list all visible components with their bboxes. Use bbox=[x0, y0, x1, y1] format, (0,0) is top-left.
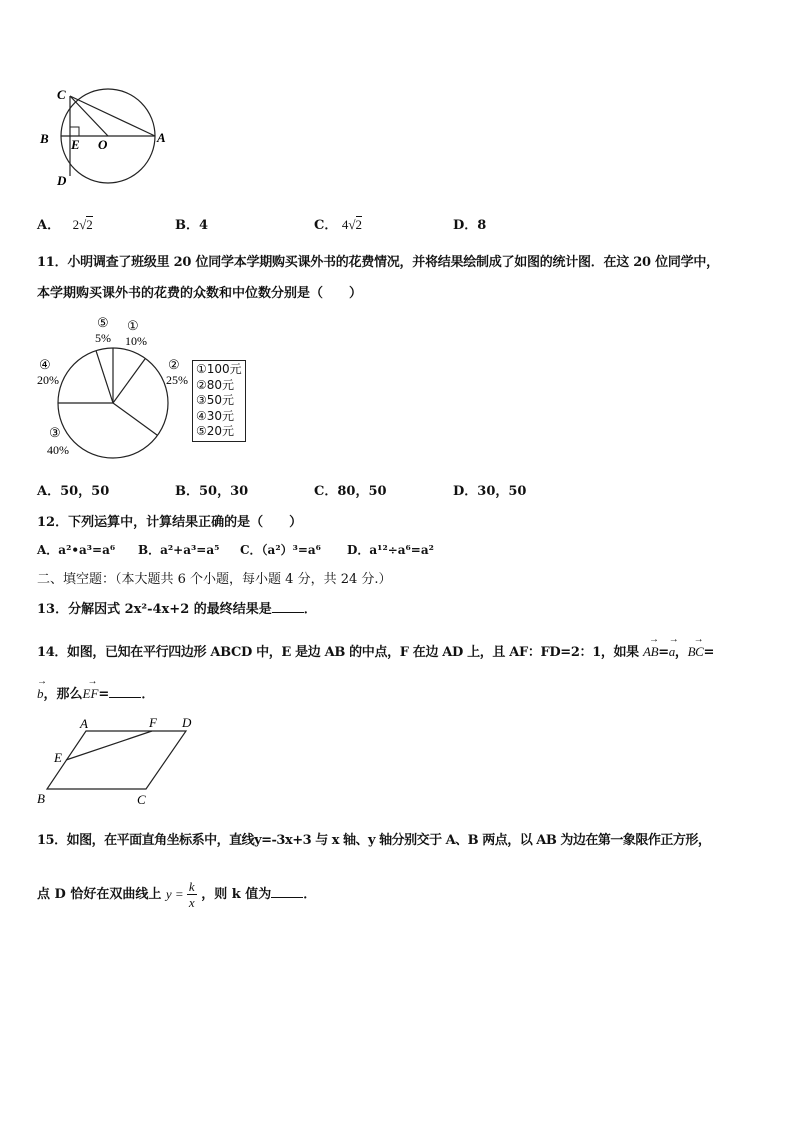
vector-arrow-icon: → bbox=[37, 676, 47, 687]
fraction bbox=[187, 879, 197, 910]
answer-blank bbox=[272, 612, 304, 613]
legend-item-4: ④30元 bbox=[196, 408, 235, 423]
segment-ef bbox=[66, 731, 152, 760]
q10-option-b: B．4 bbox=[175, 218, 209, 233]
q14-stem-line1: 14．如图，已知在平行四边形 ABCD 中，E 是边 AB 的中点，F 在边 AD 上，且 AF：FD=2：1，如果 → AB= → a， → BC= bbox=[37, 634, 715, 660]
section-fill-in-heading: 二、填空题：（本大题共 6 个小题，每小题 4 分，共 24 分.） bbox=[37, 572, 392, 587]
sqrt-sign: √ bbox=[348, 217, 356, 232]
radicand: 2 bbox=[355, 217, 363, 232]
vector-ef: → EF bbox=[82, 676, 99, 701]
legend-item-2: ②80元 bbox=[196, 377, 235, 392]
sqrt-sign: √ bbox=[79, 217, 87, 232]
pie-label-5-mark: ⑤ bbox=[97, 315, 109, 330]
pie-label-1-percent: 10% bbox=[125, 334, 147, 348]
chord-ca bbox=[70, 96, 155, 136]
q15-stem-line2: 点 D 恰好在双曲线上 y = $\frac{k}{x}$ ，则 k 值为 ． bbox=[37, 879, 317, 910]
q10-option-c: C． 4√2 bbox=[314, 217, 363, 233]
pie-slice-boundary-5 bbox=[96, 351, 113, 403]
pie-label-5-percent: 5% bbox=[95, 331, 111, 345]
vector-ab: → AB bbox=[643, 634, 659, 659]
q12-option-b: B．a²+a³=a⁵ bbox=[138, 543, 220, 557]
q11-stem-line1: 11．小明调查了班级里 20 位同学本学期购买课外书的花费情况，并将结果绘制成了如图的统计图．在这 20 位同学中， bbox=[37, 255, 719, 270]
vector-arrow-icon: → bbox=[87, 676, 98, 687]
q11-pie-legend bbox=[192, 360, 246, 442]
q10-option-d: D．8 bbox=[453, 218, 487, 233]
q10-circle-figure bbox=[36, 84, 176, 194]
pie-label-3-percent: 40% bbox=[47, 443, 69, 457]
pie-label-4-percent: 20% bbox=[37, 373, 59, 387]
vector-arrow-icon: → bbox=[668, 634, 679, 645]
radicand: 2 bbox=[86, 217, 93, 232]
q12-option-a: A．a²•a³=a⁶ bbox=[37, 543, 116, 557]
numerator: k bbox=[188, 879, 195, 894]
vector-arrow-icon: → bbox=[649, 634, 659, 645]
pie-slice-boundary-2 bbox=[113, 359, 145, 404]
coefficient: 2 bbox=[72, 217, 80, 232]
vector-bc: → BC bbox=[687, 634, 704, 659]
vector-a: → a bbox=[668, 634, 679, 659]
label-d: D bbox=[57, 173, 67, 188]
pie-label-2-mark: ② bbox=[168, 357, 180, 372]
label-c: C bbox=[137, 792, 146, 807]
pie-label-2-percent: 25% bbox=[166, 373, 188, 387]
vector-b: → b bbox=[37, 676, 47, 701]
q11-stem-line2: 本学期购买课外书的花费的众数和中位数分别是（ ） bbox=[37, 286, 363, 301]
denominator: x bbox=[188, 895, 195, 910]
q10-option-a: A． 2√2 bbox=[37, 217, 93, 233]
q11-option-d: D．30，50 bbox=[453, 484, 527, 499]
q15-stem-line1: 15．如图，在平面直角坐标系中，直线y=-3x+3 与 x 轴、y 轴分别交于 A、B 两点，以 AB 为边在第一象限作正方形， bbox=[37, 833, 711, 848]
q12-option-c: C．（a²）³=a⁶ bbox=[240, 543, 321, 557]
segment-co bbox=[70, 96, 108, 136]
q14-parallelogram-figure bbox=[35, 714, 203, 808]
pie-label-3-mark: ③ bbox=[49, 425, 61, 440]
label-f: F bbox=[149, 715, 157, 730]
label-a: A bbox=[157, 130, 166, 145]
legend-item-3: ③50元 bbox=[196, 393, 235, 407]
q14-stem-line2: → b，那么 → EF= ． bbox=[37, 676, 155, 702]
q13-stem: 13．分解因式 2x²-4x+2 的最终结果是 ． bbox=[37, 602, 317, 617]
label-e: E bbox=[54, 750, 62, 765]
label-b: B bbox=[37, 791, 45, 806]
q12-stem: 12．下列运算中，计算结果正确的是（ ） bbox=[37, 515, 303, 530]
vector-arrow-icon: → bbox=[693, 634, 704, 645]
pie-slices bbox=[58, 348, 168, 458]
q11-option-c: C．80，50 bbox=[314, 484, 387, 499]
answer-blank bbox=[271, 897, 303, 898]
coefficient: 4 bbox=[341, 217, 349, 232]
q11-option-a: A．50，50 bbox=[37, 484, 110, 499]
label-b: B bbox=[40, 131, 49, 146]
formula-hyperbola: y = $\frac{k}{x}$ bbox=[165, 879, 195, 910]
answer-blank bbox=[109, 697, 141, 698]
legend-item-1: ①100元 bbox=[196, 362, 242, 376]
q11-option-b: B．50，30 bbox=[175, 484, 249, 499]
pie-label-4-mark: ④ bbox=[39, 357, 51, 372]
q12-option-d: D．a¹²÷a⁶=a² bbox=[347, 543, 434, 557]
legend-item-5: ⑤20元 bbox=[196, 424, 235, 438]
label-a: A bbox=[80, 716, 88, 731]
right-angle-mark bbox=[70, 127, 79, 136]
label-c: C bbox=[57, 87, 66, 102]
pie-slice-boundary-3 bbox=[113, 403, 158, 435]
label-o: O bbox=[98, 137, 108, 152]
pie-label-1-mark: ① bbox=[127, 318, 139, 333]
label-d: D bbox=[182, 715, 192, 730]
label-e: E bbox=[71, 137, 80, 152]
